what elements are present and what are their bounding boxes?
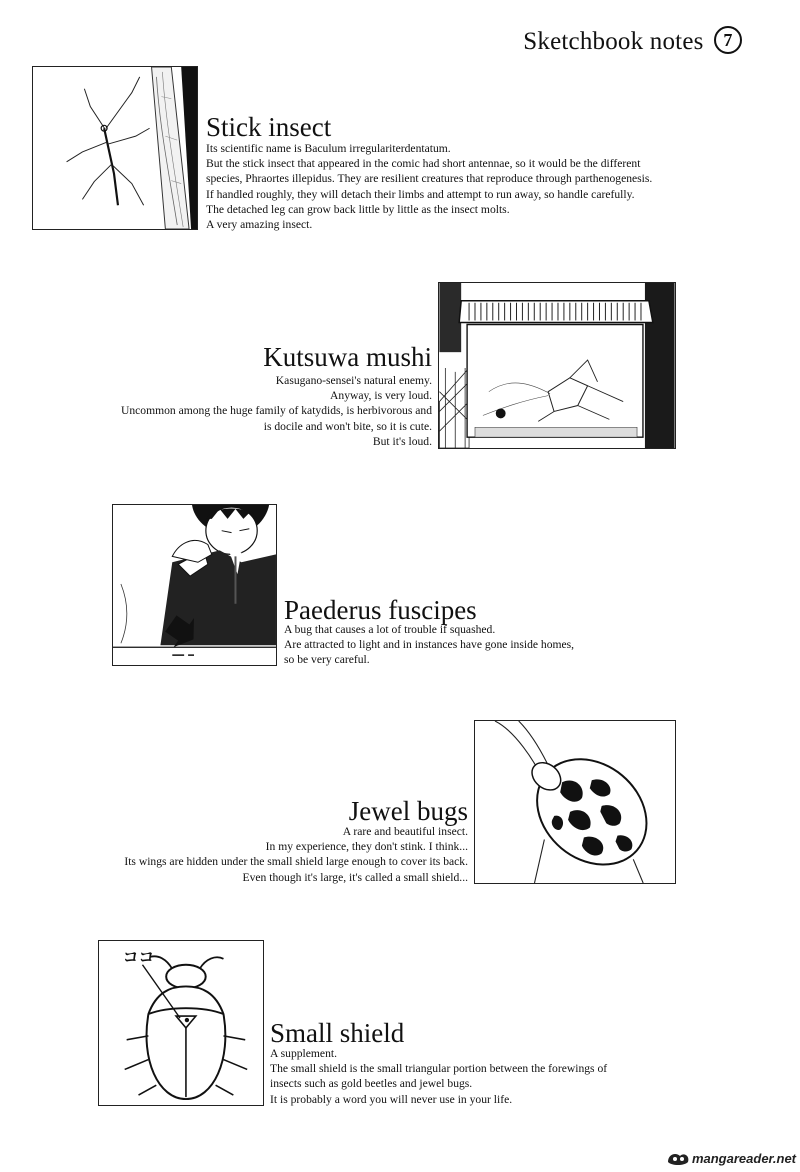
text-line: It is probably a word you will never use in your life. <box>270 1092 513 1106</box>
paederus-fuscipes-illustration <box>112 504 277 666</box>
text-line: The detached leg can grow back little by little as the insect molts. <box>206 202 510 216</box>
character-swatting-drawing <box>113 505 276 665</box>
entry-text-paederus-fuscipes <box>284 622 574 668</box>
text-line: so be very careful. <box>284 653 370 667</box>
insect-cage-drawing <box>439 283 675 448</box>
page-header <box>523 26 742 56</box>
text-line: In my experience, they don't stink. I think... <box>265 840 468 854</box>
jewel-bug-drawing <box>475 721 675 883</box>
beetle-sketch-drawing <box>99 941 263 1105</box>
entry-title-small-shield: Small shield <box>270 1018 405 1048</box>
entry-text-stick-insect <box>206 141 652 232</box>
watermark-text: mangareader.net <box>691 1151 796 1166</box>
stick-insect-drawing <box>33 67 197 229</box>
text-line: A very amazing insect. <box>206 218 313 232</box>
header-title: Sketchbook notes <box>523 28 704 55</box>
text-line: The small shield is the small triangular portion between the forewings of <box>270 1062 608 1076</box>
text-line: Its scientific name is Baculum irregulariterdentatum. <box>206 142 451 155</box>
entry-title-kutsuwa-mushi: Kutsuwa mushi <box>263 342 432 372</box>
text-line: But the stick insect that appeared in the comic had short antennae, so it would be the different <box>206 157 641 171</box>
text-line: A supplement. <box>270 1047 337 1060</box>
text-line: But it's loud. <box>372 434 432 448</box>
text-line: A rare and beautiful insect. <box>342 825 468 838</box>
entry-text-kutsuwa-mushi <box>121 373 432 449</box>
text-line: If handled roughly, they will detach their limbs and attempt to run away, so handle carefully. <box>206 187 635 201</box>
entry-title-paederus-fuscipes: Paederus fuscipes <box>284 595 477 625</box>
entry-text-small-shield <box>270 1046 607 1107</box>
jewel-bug-illustration <box>474 720 676 884</box>
text-line: A bug that causes a lot of trouble if squashed. <box>284 623 496 636</box>
kutsuwa-mushi-illustration <box>438 282 676 449</box>
text-line: Even though it's large, it's called a small shield... <box>242 870 468 884</box>
text-line: insects such as gold beetles and jewel bugs. <box>270 1077 473 1091</box>
text-line: Uncommon among the huge family of katydids, is herbivorous and <box>120 404 432 418</box>
text-line: is docile and won't bite, so it is cute. <box>263 419 432 433</box>
watermark-logo-icon <box>666 1150 690 1166</box>
watermark <box>666 1150 796 1166</box>
entry-text-jewel-bugs <box>124 824 468 885</box>
text-line: Are attracted to light and in instances have gone inside homes, <box>284 638 575 652</box>
stick-insect-illustration <box>32 66 198 230</box>
text-line: Its wings are hidden under the small shield large enough to cover its back. <box>124 855 468 869</box>
entry-title-stick-insect: Stick insect <box>206 112 332 142</box>
entry-title-jewel-bugs: Jewel bugs <box>348 796 468 826</box>
header-number-badge: 7 <box>714 26 742 54</box>
text-line: Kasugano-sensei's natural enemy. <box>275 374 432 387</box>
small-shield-illustration <box>98 940 264 1106</box>
text-line: species, Phraortes illepidus. They are resilient creatures that reproduce through parthenogenesis. <box>206 172 653 186</box>
text-line: Anyway, is very loud. <box>330 389 432 403</box>
sketch-label: ココ <box>122 947 155 967</box>
